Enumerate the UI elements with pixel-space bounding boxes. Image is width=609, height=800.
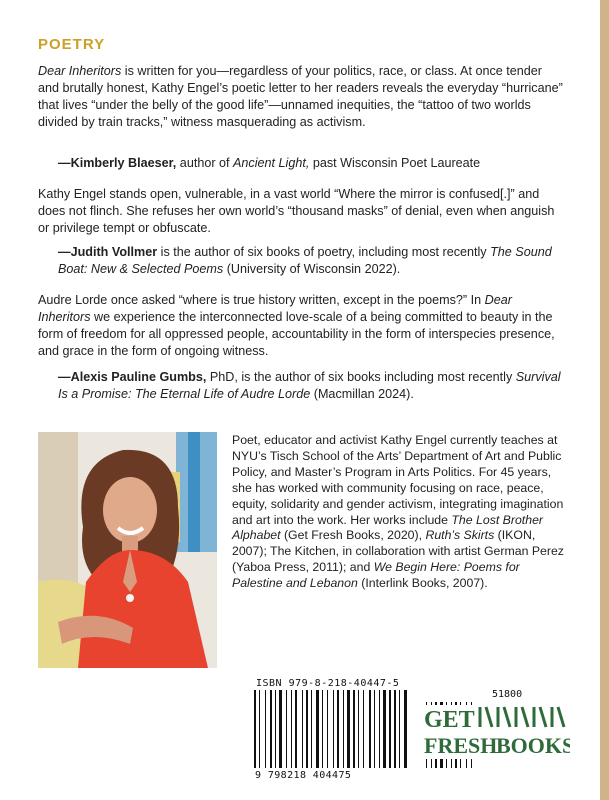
isbn-label: ISBN 979-8-218-40447-5 xyxy=(256,678,400,689)
author-bio: Poet, educator and activist Kathy Engel currently teaches at NYU’s Tisch School of the Arts’ Department of Art and Public Policy, and Master’s Program in Arts Politics. For 45 years, she has worked with community focusing on race, peace, equity, solidarity and gender activism, integrating imagination and art into the work. Her works include The Lost Brother Alphabet (Get Fresh Books, 2020), Ruth’s Skirts (IKON, 2007); The Kitchen, in collaboration with artist German Perez (Yaboa Press, 2011); and We Begin Here: Poems for Palestine and Lebanon (Interlink Books, 2007). xyxy=(232,433,564,591)
blurb-1-quote: Dear Inheritors is written for you—regardless of your politics, race, or class. At once tender and brutally honest, Kathy Engel’s poetic letter to her readers reveals the everyday “hurricane” that lives “under the belly of the good life”—unnamed inequities, the “tattoo of two worlds divided by train tracks,” witness masquerading as activism. xyxy=(38,64,563,129)
blurb-3-quote: Audre Lorde once asked “where is true history written, except in the poems?” In Dear Inheritors we experience the interconnected love-scale of a being committed to beauty in the form of freedom for all oppressed people, accountability in the form of interspecies presence, and grace in the form of ongoing witness. xyxy=(38,293,555,358)
category-heading: POETRY xyxy=(38,36,106,53)
author-photo xyxy=(38,432,217,668)
logo-books: BOOKS xyxy=(496,733,570,758)
isbn-digits: 9 798218 404475 xyxy=(255,770,352,781)
price-code: 51800 xyxy=(492,689,523,700)
blurb-2-attribution: —Judith Vollmer is the author of six books of poetry, including most recently The Sound Boat: New & Selected Poems (University of Wisconsin 2022). xyxy=(58,245,552,276)
blurb-1-attribution: —Kimberly Blaeser, author of Ancient Light, past Wisconsin Poet Laureate xyxy=(58,156,481,170)
blurb-2-quote: Kathy Engel stands open, vulnerable, in a vast world “Where the mirror is confused[.]” and does not flinch. She refuses her own world’s “thousand masks” of denial, even when anguish or privilege tempt or obfuscate. xyxy=(38,187,555,235)
logo-fresh: FRESH xyxy=(424,733,498,758)
logo-get: GET xyxy=(424,707,475,733)
blurb-3-author: —Alexis Pauline Gumbs, xyxy=(58,370,207,384)
blurb-2-author: —Judith Vollmer xyxy=(58,245,158,259)
blurb-3-attribution: —Alexis Pauline Gumbs, PhD, is the author of six books including most recently Survival Is a Promise: The Eternal Life of Audre Lorde (Macmillan 2024). xyxy=(58,370,561,401)
side-accent-bar xyxy=(600,0,609,800)
publisher-logo xyxy=(422,705,570,759)
blurb-1-author: —Kimberly Blaeser, xyxy=(58,156,177,170)
